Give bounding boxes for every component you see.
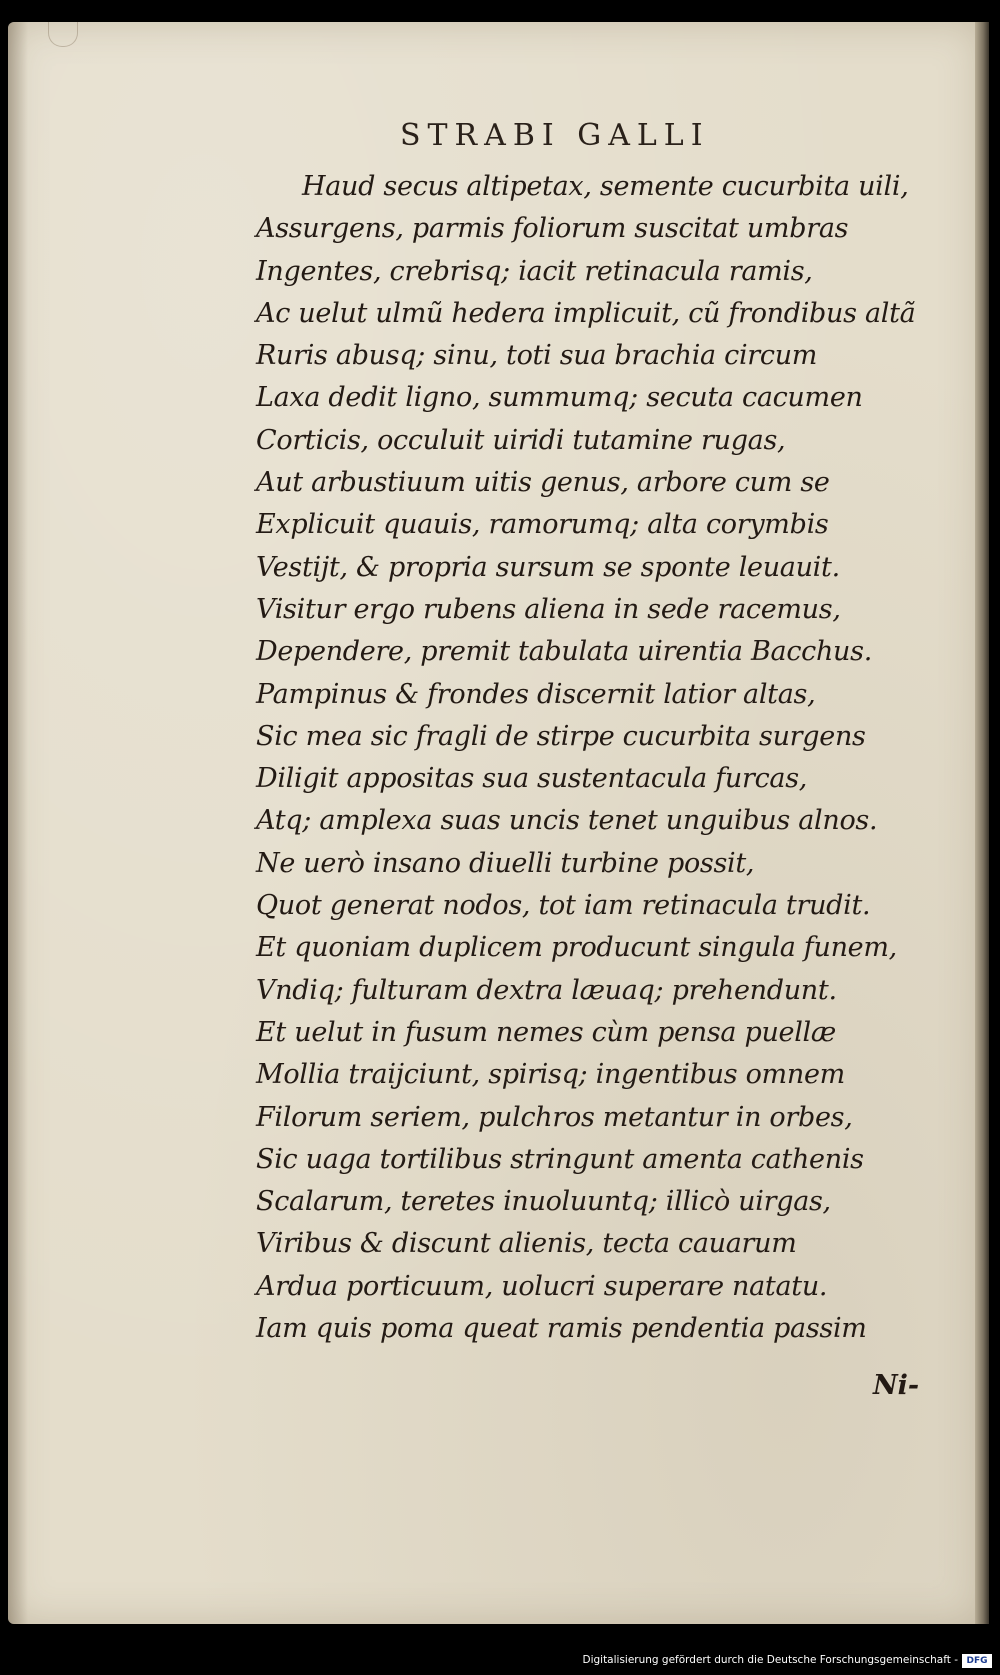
verse-line: Iam quis poma queat ramis pendentia passim	[256, 1313, 867, 1345]
page-edge	[975, 22, 989, 1624]
verse-line: Assurgens, parmis foliorum suscitat umbras	[256, 213, 849, 245]
verse-line: Sic mea sic fragli de stirpe cucurbita surgens	[256, 720, 866, 752]
dfg-logo: DFG	[962, 1654, 992, 1668]
verse-line: Dependere, premit tabulata uirentia Bacchus.	[256, 636, 872, 668]
verse-line: Mollia traijciunt, spirisq; ingentibus omnem	[256, 1059, 845, 1091]
verse-line: Et quoniam duplicem producunt singula funem,	[256, 932, 897, 964]
verse-line: Diligit appositas sua sustentacula furcas,	[256, 763, 808, 795]
verse-line: Ardua porticuum, uolucri superare natatu.	[256, 1270, 828, 1302]
verse-line: Ac uelut ulmũ hedera implicuit, cũ frondibus altã	[256, 297, 916, 329]
verse-line: Atq; amplexa suas uncis tenet unguibus alnos.	[256, 805, 878, 837]
verse-line: Aut arbustiuum uitis genus, arbore cum se	[256, 467, 830, 499]
page-corner-mark	[48, 22, 78, 47]
verse-line: Vndiq; fulturam dextra læuaq; prehendunt.	[256, 974, 837, 1006]
verse-line: Laxa dedit ligno, summumq; secuta cacumen	[256, 382, 863, 414]
verse-line: Haud secus altipetax, semente cucurbita uili,	[302, 171, 909, 202]
verse-line: Quot generat nodos, tot iam retinacula trudit.	[256, 890, 871, 922]
verse-line: Corticis, occuluit uiridi tutamine rugas,	[256, 424, 786, 456]
verse-line: Explicuit quauis, ramorumq; alta corymbis	[256, 509, 829, 541]
verse-text	[256, 166, 956, 1350]
catchword: Ni-	[873, 1370, 920, 1401]
verse-line: Filorum seriem, pulchros metantur in orbes,	[256, 1101, 853, 1133]
verse-line: Et uelut in fusum nemes cùm pensa puellæ	[256, 1016, 836, 1048]
verse-line: Ingentes, crebrisq; iacit retinacula ramis,	[256, 255, 813, 287]
verse-line: Pampinus & frondes discernit latior altas,	[256, 678, 816, 710]
verse-line: Sic uaga tortilibus stringunt amenta cathenis	[256, 1143, 864, 1175]
verse-line: Viribus & discunt alienis, tecta cauarum	[256, 1228, 797, 1260]
verse-line: Ne uerò insano diuelli turbine possit,	[256, 847, 755, 879]
page-gutter-shadow	[8, 22, 28, 1624]
running-head: STRABI GALLI	[400, 118, 710, 153]
verse-line: Scalarum, teretes inuoluuntq; illicò uirgas,	[256, 1186, 831, 1218]
funding-credit: Digitalisierung gefördert durch die Deutsche Forschungsgemeinschaft -	[582, 1654, 958, 1666]
verse-line: Ruris abusq; sinu, toti sua brachia circum	[256, 340, 818, 372]
verse-line: Visitur ergo rubens aliena in sede racemus,	[256, 593, 841, 625]
verse-line: Vestijt, & propria sursum se sponte leuauit.	[256, 551, 840, 583]
